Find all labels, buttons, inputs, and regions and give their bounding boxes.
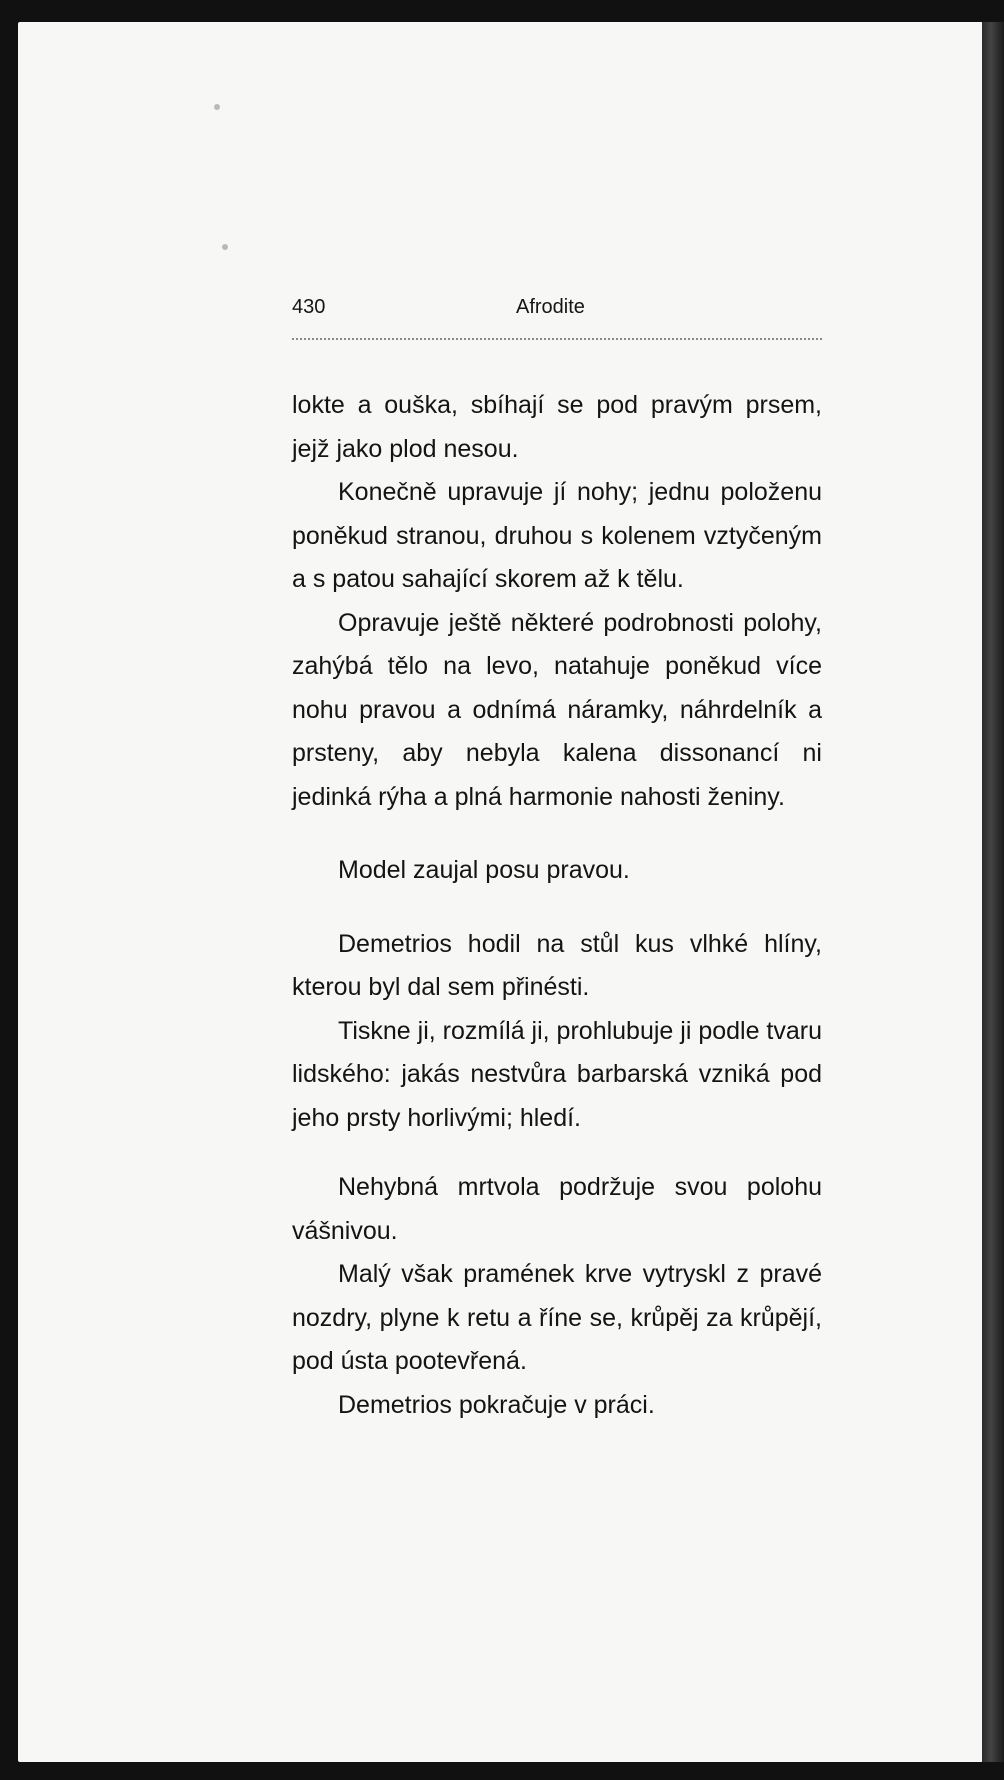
- paragraph: Tiskne ji, rozmílá ji, prohlubuje ji podle tvaru lidského: jakás nestvůra barbarská vzniká pod jeho prsty horlivými; hledí.: [292, 1016, 823, 1132]
- paragraph: Opravuje ještě některé podrobnosti polohy, zahýbá tělo na levo, natahuje poněkud více nohu pravou a odnímá náramky, náhrdelník a prsteny, aby nebyla kalena dissonancí ni jedinká rýha a plná harmonie nahosti ženiny.: [292, 608, 822, 811]
- paragraph: lokte a ouška, sbíhají se pod pravým prsem, jejž jako plod nesou.: [292, 391, 822, 463]
- body-text: [292, 384, 822, 1427]
- paragraph: Model zaujal posu pravou.: [338, 856, 630, 884]
- binding-edge: [982, 22, 1004, 1762]
- paper-speck: [222, 244, 228, 250]
- paragraph: Demetrios hodil na stůl kus vlhké hlíny, kterou byl dal sem přinésti.: [292, 929, 822, 1001]
- header-divider: [292, 338, 822, 340]
- paragraph: Malý však pramének krve vytryskl z pravé nozdry, plyne k retu a říne se, krůpěj za krůpějí, pod ústa pootevřená.: [292, 1260, 822, 1375]
- paragraph: Konečně upravuje jí nohy; jednu položenu poněkud stranou, druhou s kolenem vztyčeným a s patou sahající skorem až k tělu.: [292, 478, 822, 593]
- page-number: 430: [292, 296, 326, 318]
- paragraph: Demetrios pokračuje v práci.: [338, 1390, 655, 1419]
- paragraph: Nehybná mrtvola podržuje svou polohu vášnivou.: [292, 1173, 822, 1245]
- running-title: Afrodite: [516, 296, 585, 318]
- page-header: [292, 296, 822, 326]
- paper-speck: [214, 104, 220, 110]
